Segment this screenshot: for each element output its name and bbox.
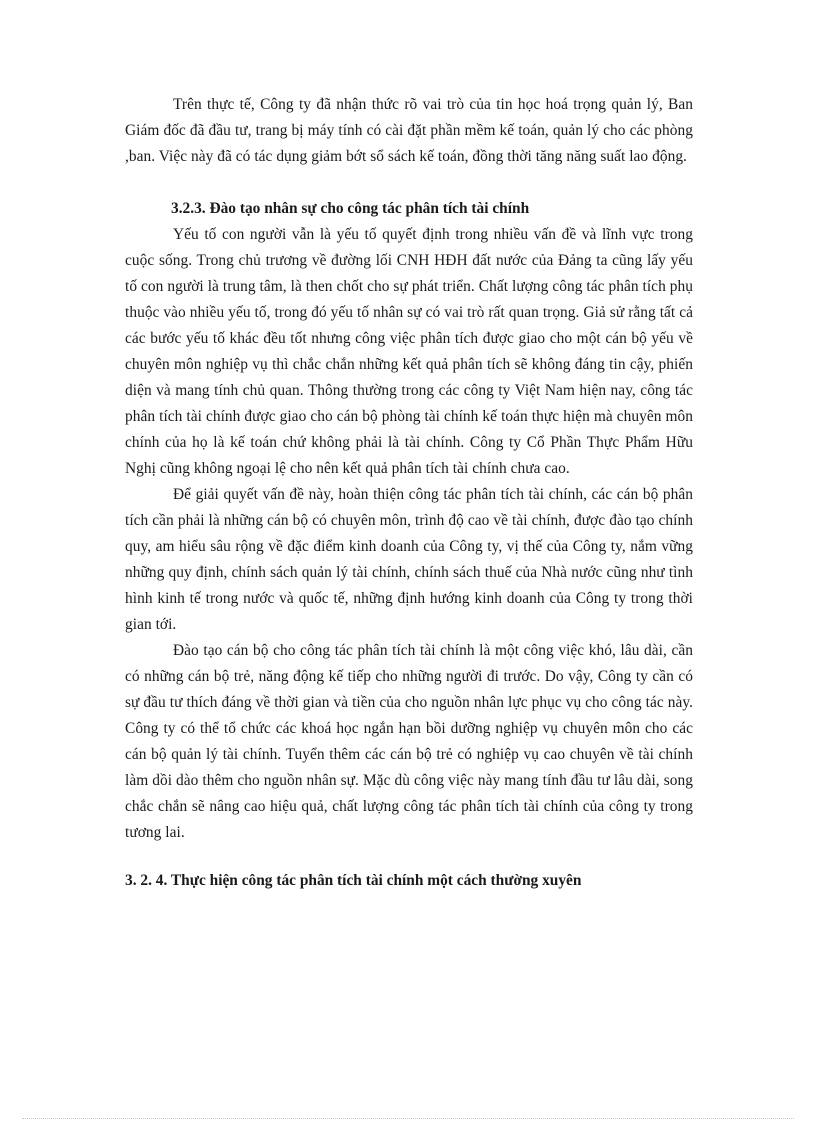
spacer <box>125 846 693 868</box>
spacer <box>125 170 693 196</box>
paragraph-human-factor: Yếu tố con người vẫn là yếu tố quyết định trong nhiều vấn đề và lĩnh vực trong cuộc sống. Trong chủ trương về đường lối CNH HĐH đất nước của Đảng ta cũng lấy yếu tố con người là trung tâm, là then chốt cho sự phát triển. Chất lượng công tác phân tích phụ thuộc vào nhiều yếu tố, trong đó yếu tố nhân sự có vai trò rất quan trọng. Giả sử rằng tất cả các bước yếu tố khác đều tốt nhưng công việc phân tích được giao cho một cán bộ yếu về chuyên môn nghiệp vụ thì chắc chắn những kết quả phân tích sẽ không đáng tin cậy, phiến diện và mang tính chủ quan. Thông thường trong các công ty Việt Nam hiện nay, công tác phân tích tài chính được giao cho cán bộ phòng tài chính kế toán thực hiện mà chuyên môn chính của họ là kế toán chứ không phải là tài chính. Công ty Cổ Phần Thực Phẩm Hữu Nghị cũng không ngoại lệ cho nên kết quả phân tích tài chính chưa cao. <box>125 226 693 477</box>
paragraph-solution: Để giải quyết vấn đề này, hoàn thiện công tác phân tích tài chính, các cán bộ phân tích cần phải là những cán bộ có chuyên môn, trình độ cao về tài chính, được đào tạo chính quy, am hiểu sâu rộng về đặc điểm kinh doanh của Công ty, vị thế của Công ty, nắm vững những quy định, chính sách quản lý tài chính, chính sách thuế của Nhà nước cũng như tình hình kinh tế trong nước và quốc tế, những định hướng kinh doanh của Công ty trong thời gian tới. <box>125 486 693 633</box>
document-page <box>125 92 693 894</box>
section-heading-3-2-4: 3. 2. 4. Thực hiện công tác phân tích tài chính một cách thường xuyên <box>125 872 582 889</box>
paragraph-it-investment: Trên thực tế, Công ty đã nhận thức rõ vai trò của tin học hoá trọng quản lý, Ban Giám đốc đã đầu tư, trang bị máy tính có cài đặt phần mềm kế toán, quản lý cho các phòng ,ban. Việc này đã có tác dụng giảm bớt sổ sách kế toán, đồng thời tăng năng suất lao động. <box>125 96 693 165</box>
page-bottom-border <box>22 1118 794 1119</box>
paragraph-training: Đào tạo cán bộ cho công tác phân tích tài chính là một công việc khó, lâu dài, cần có những cán bộ trẻ, năng động kế tiếp cho những người đi trước. Do vậy, Công ty cần có sự đầu tư thích đáng về thời gian và tiền của cho nguồn nhân lực phục vụ cho công tác này. Công ty có thể tổ chức các khoá học ngắn hạn bồi dưỡng nghiệp vụ chuyên môn cho các cán bộ quản lý tài chính. Tuyển thêm các cán bộ trẻ có nghiệp vụ cao chuyên về tài chính làm dồi dào thêm cho nguồn nhân sự. Mặc dù công việc này mang tính đầu tư lâu dài, song chắc chắn sẽ nâng cao hiệu quả, chất lượng công tác phân tích tài chính của công ty trong tương lai. <box>125 642 693 841</box>
section-heading-3-2-3: 3.2.3. Đào tạo nhân sự cho công tác phân tích tài chính <box>171 200 530 217</box>
